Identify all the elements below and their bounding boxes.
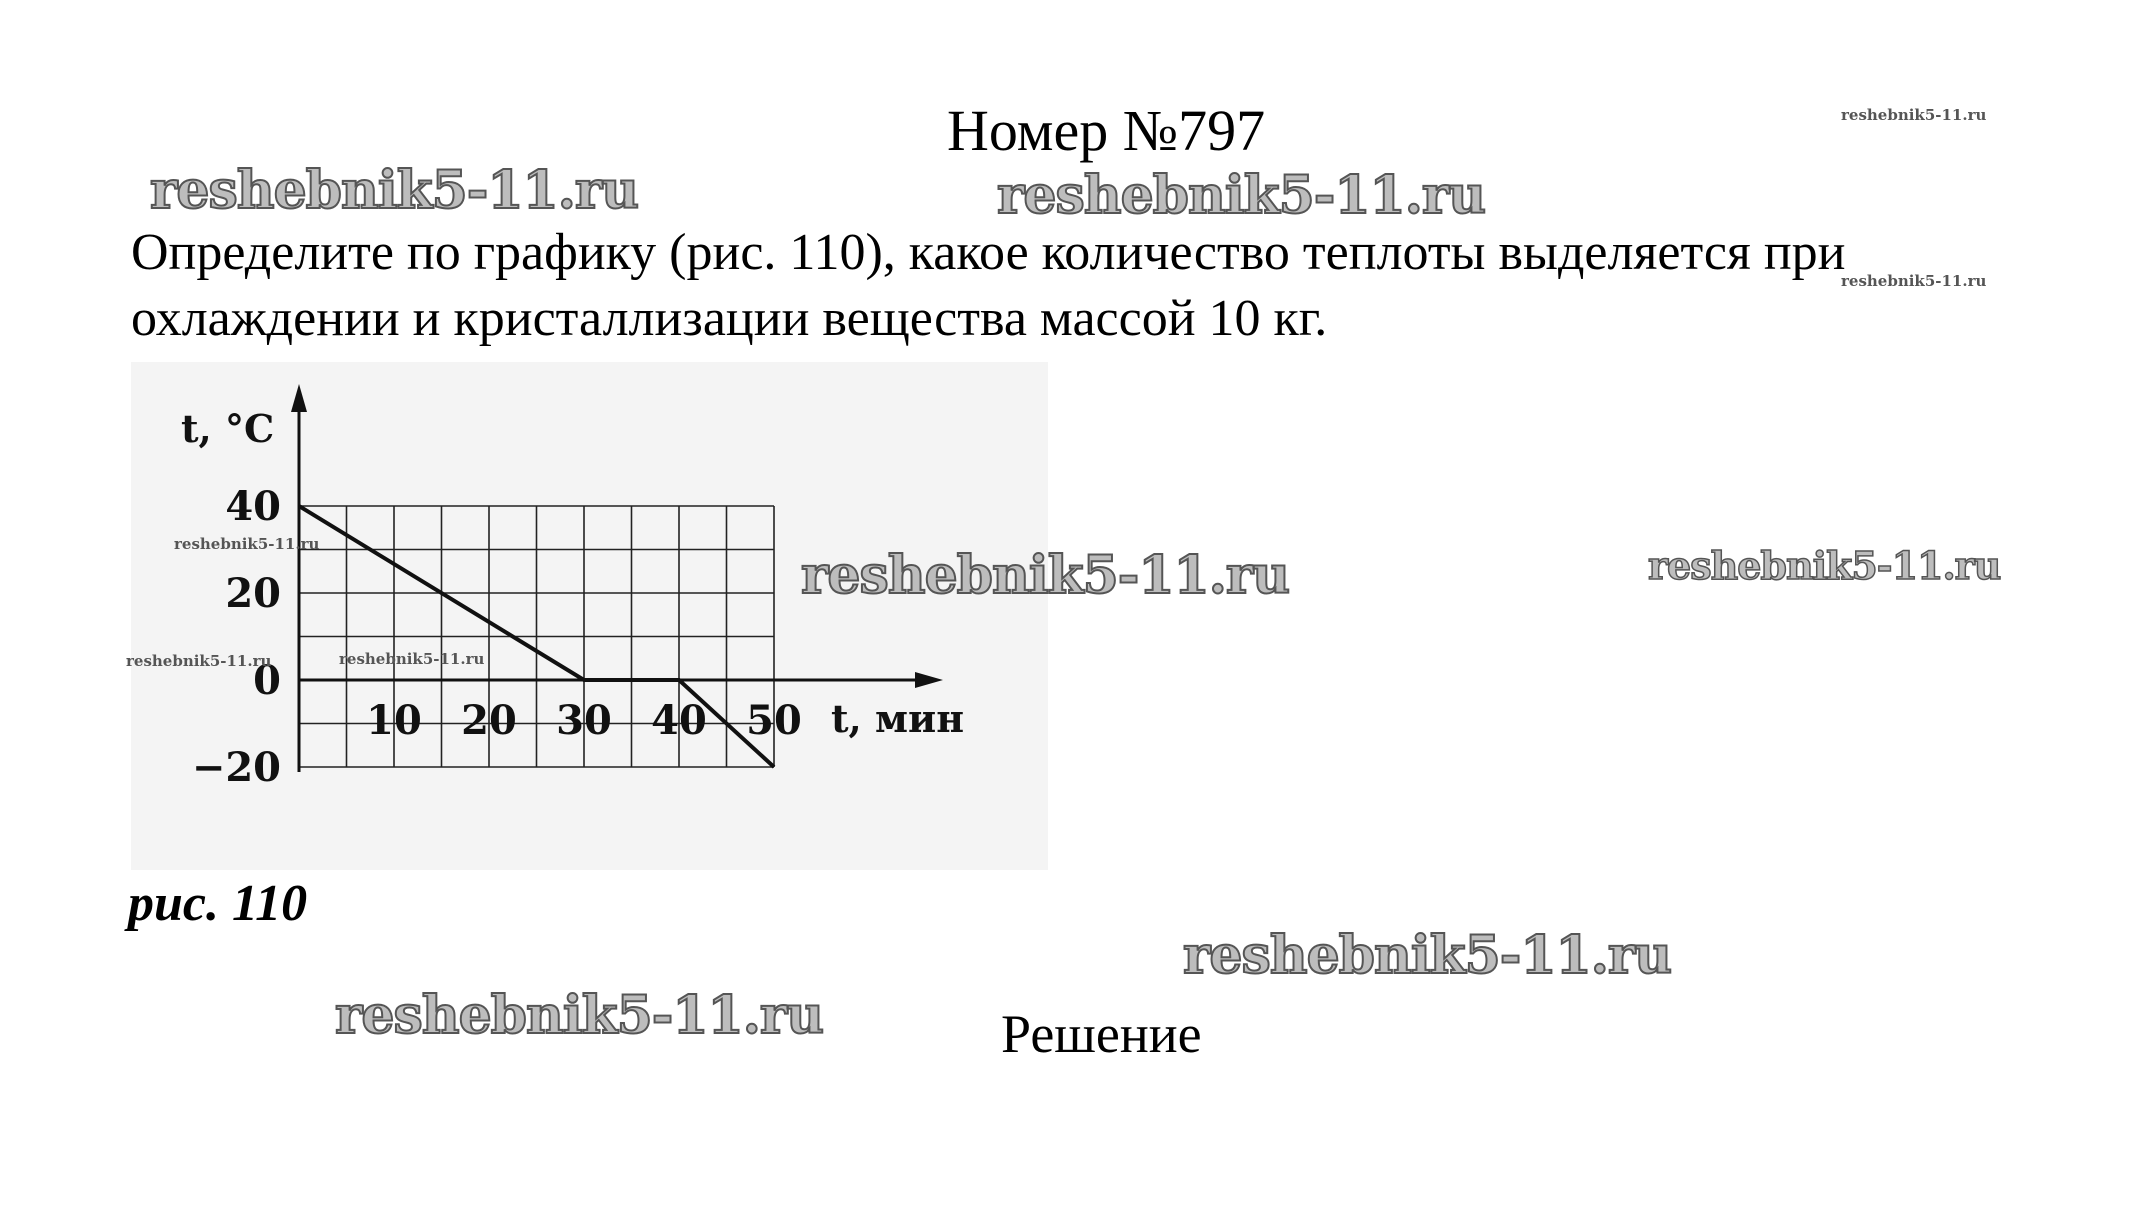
watermark: reshebnik5-11.ru bbox=[1183, 925, 1672, 986]
watermark: reshebnik5-11.ru bbox=[801, 545, 1290, 606]
solution-heading: Решение bbox=[1001, 1004, 1202, 1064]
watermark-small: reshebnik5-11.ru bbox=[126, 652, 272, 670]
figure-caption: рис. 110 bbox=[128, 875, 308, 932]
x-tick-label: 10 bbox=[366, 697, 422, 744]
x-tick-label: 50 bbox=[746, 697, 802, 744]
watermark-small: reshebnik5-11.ru bbox=[174, 535, 320, 553]
y-tick-label: 20 bbox=[225, 570, 281, 617]
y-axis-label: t, °C bbox=[181, 406, 275, 451]
watermark-small: reshebnik5-11.ru bbox=[339, 650, 485, 668]
y-tick-label: 0 bbox=[253, 657, 281, 704]
x-tick-label: 20 bbox=[461, 697, 517, 744]
watermark: reshebnik5-11.ru bbox=[997, 165, 1486, 226]
y-tick-label: 40 bbox=[225, 483, 281, 530]
problem-statement: Определите по графику (рис. 110), какое количество теплоты выделяется при охлаждении и кристаллизации вещества массой 10 кг. bbox=[131, 224, 1846, 347]
x-tick-label: 30 bbox=[556, 697, 612, 744]
watermark-small: reshebnik5-11.ru bbox=[1841, 106, 1987, 124]
watermark-small: reshebnik5-11.ru bbox=[1841, 272, 1987, 290]
x-tick-label: 40 bbox=[651, 697, 707, 744]
problem-number-title: Номер №797 bbox=[947, 98, 1266, 163]
x-axis-label: t, мин bbox=[831, 696, 965, 741]
watermark: reshebnik5-11.ru bbox=[1648, 543, 2001, 588]
y-tick-label: −20 bbox=[191, 744, 281, 791]
temperature-time-chart bbox=[131, 362, 1048, 870]
watermark: reshebnik5-11.ru bbox=[150, 160, 639, 221]
watermark: reshebnik5-11.ru bbox=[335, 985, 824, 1046]
